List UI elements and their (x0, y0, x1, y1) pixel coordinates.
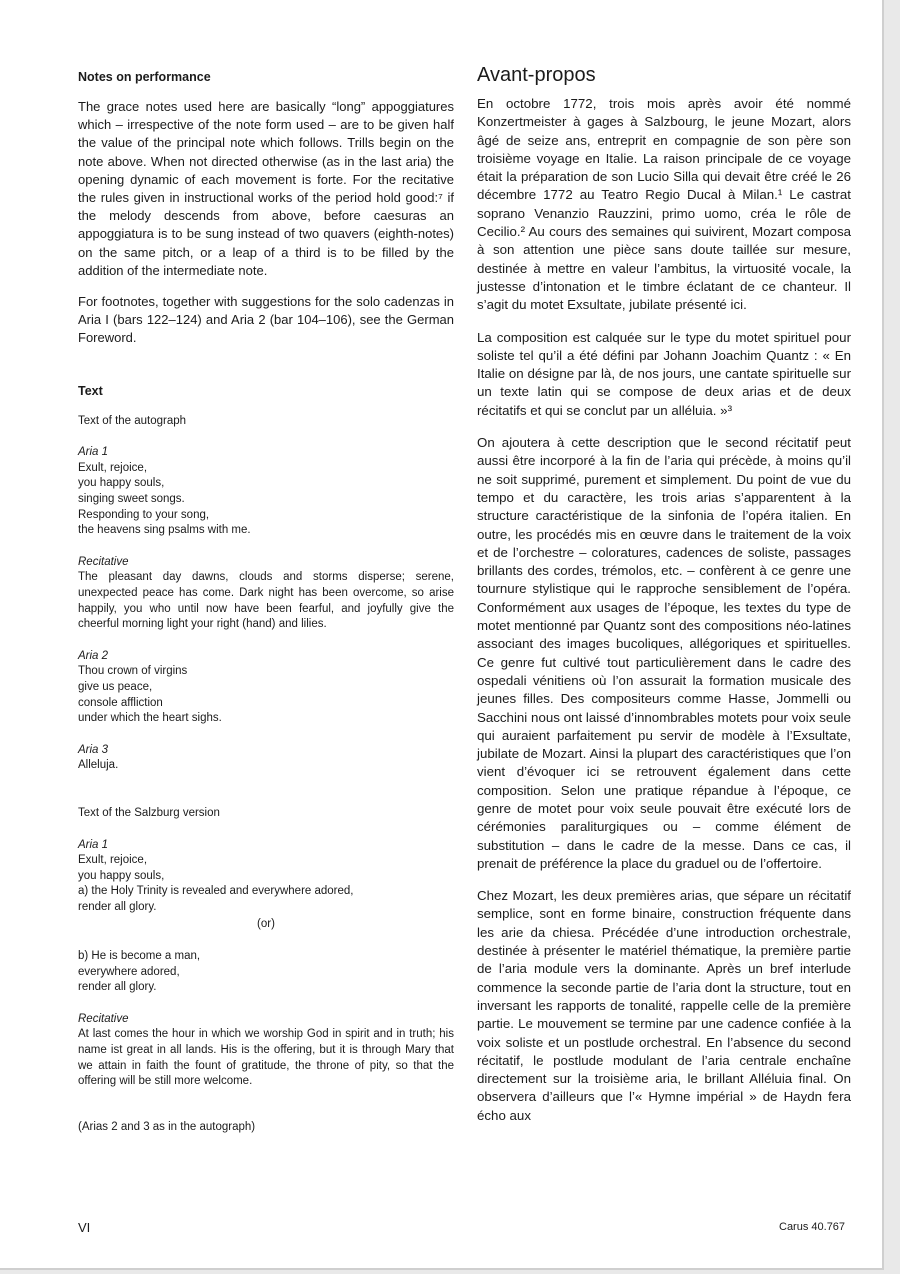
verse-line: render all glory. (78, 981, 157, 994)
verse-line: everywhere adored, (78, 965, 180, 978)
verse-line: Responding to your song, (78, 508, 210, 521)
autograph-aria2 (78, 649, 454, 727)
recitative-label: Recitative (78, 555, 129, 568)
verse-line: Exult, rejoice, (78, 461, 148, 474)
aria-lines (78, 758, 454, 774)
verse-line: render all glory. (78, 900, 157, 913)
or-separator: (or) (257, 918, 275, 931)
autograph-recitative (78, 555, 454, 633)
aria-lines (78, 664, 454, 726)
notes-heading: Notes on performance (78, 70, 211, 84)
verse-line: give us peace, (78, 680, 153, 693)
aria-lines (78, 461, 454, 539)
text-heading: Text (78, 383, 103, 398)
salzburg-recitative (78, 1012, 454, 1090)
aria-label: Aria 3 (78, 743, 109, 756)
autograph-title: Text of the autograph (78, 414, 187, 427)
verse-line: you happy souls, (78, 477, 165, 490)
aria-lines (78, 853, 454, 915)
verse-line: a) the Holy Trinity is revealed and everywhere adored, (78, 885, 354, 898)
aria-lines-b (78, 949, 454, 996)
verse-line: under which the heart sighs. (78, 712, 222, 725)
right-column (477, 64, 851, 1139)
recitative-text: The pleasant day dawns, clouds and storms disperse; serene, unexpected peace has come. Dark night has been overcome, so arise happily, you who until now have been fearful, and joyfully give the cheerful morning light your right (hand) and lilies. (78, 571, 454, 631)
verse-line: Exult, rejoice, (78, 854, 148, 867)
aria-label: Aria 1 (78, 838, 109, 851)
salzburg-aria1 (78, 838, 454, 996)
catalog-number: Carus 40.767 (779, 1221, 846, 1233)
french-paragraph-3: On ajoutera à cette description que le second récitatif peut aussi être incorporé à la fin de l’aria qui précède, à moins qu’il ne soit supprimé, purement et simplement. Du point de vue du tempo et du caractère, les trois arias s’apparentent à la structure caractéristique de la sinfonia de l’opéra italien. En outre, les procédés mis en œuvre dans le traitement de la voix et de l’orchestre – coloratures, cadences de soliste, passages brillants des cordes, trémolos, etc. – confèrent à ce genre une tournure stylistique qui le rapproche sensiblement de l’opéra. Conformément aux usages de l’époque, les textes du type de motet mentionné par Quantz sont des compositions néo-latines associant des images bucoliques, allégoriques et spirituelles. Ce genre fut cultivé tout particulièrement dans le cadre des ospedali vénitiens où l’on assurait la formation musicale des jeunes filles. Des compositeurs comme Hasse, Jommelli ou Sacchini nous ont laissé d’innombrables motets pour voix seule qui auraient parfaitement pu servir de modèle à l’Exsultate, jubilate de Mozart. Ainsi la plupart des caractéristiques que l’on vient d’évoquer ici se retrouvent également dans cette composition. Selon une pratique répandue à l’époque, ce genre de motet pour voix seule pouvait être exécuté lors de cérémonies paraliturgiques ou – comme élément de substitution – dans le cadre de la messe. Dans ce cas, il prenait de préférence la place du graduel ou de l’offertoire. (477, 435, 851, 871)
notes-paragraph-1: The grace notes used here are basically “long” appoggiatures which – irrespective of the note form used – are to be given half the value of the principal note which follows. Trills begin on the note above. When not directed otherwise (as in the last aria) the opening dynamic of each movement is forte. For the recitative the rules given in instructional works of the period hold good:⁷ if the melody descends from above, before caesuras an appoggiatura is to be sung instead of two quavers (eighth-notes) on the same pitch, or a leap of a third is to be filled by the addition of the intermediate note. (78, 99, 454, 278)
recitative-text: At last comes the hour in which we worship God in spirit and in truth; his name ist great in all lands. His is the offering, but it is through Mary that we attain in faith the fount of gratitude, the throne of pity, so that the offering will be still more welcome. (78, 1028, 454, 1088)
french-paragraph-4: Chez Mozart, les deux premières arias, que sépare un récitatif semplice, sont en forme binaire, construction fréquente dans les arie da chiesa. Précédée d’une introduction orchestrale, destinée à présenter le matériel thématique, la première partie de l’aria module vers la dominante. Après un bref interlude commence la seconde partie de l’aria dont la structure, tout en inversant les rapports de tonalité, rappelle celle de la première partie. Le mouvement se termine par une cadence confiée à la voix soliste et un postlude orchestral. En l’absence du second récitatif, le postlude modulant de l’aria centrale enchaîne directement sur la troisième aria, le brillant Alléluia final. On observera d’ailleurs que l’« Hymne impérial » de Haydn fera écho aux (477, 888, 851, 1123)
verse-line: console affliction (78, 696, 163, 709)
verse-line: the heavens sing psalms with me. (78, 524, 251, 537)
french-paragraph-2: La composition est calquée sur le type du motet spirituel pour soliste tel qu’il a été défini par Johann Joachim Quantz : « En Italie on désigne par là, de nos jours, une cantate spirituelle sur un texte latin qui se compose de deux arias et de deux récitatifs et qui se conclut par un alléluia. »³ (477, 329, 851, 418)
recitative-label: Recitative (78, 1012, 129, 1025)
autograph-aria3 (78, 743, 454, 774)
salzburg-title: Text of the Salzburg version (78, 806, 220, 819)
verse-line: Alleluja. (78, 759, 119, 772)
verse-line: b) He is become a man, (78, 950, 201, 963)
page-number: VI (78, 1220, 91, 1235)
notes-paragraph-2: For footnotes, together with suggestions for the solo cadenzas in Aria I (bars 122–124) and Aria 2 (bar 104–106), see the German Foreword. (78, 294, 454, 346)
aria-label: Aria 2 (78, 649, 109, 662)
autograph-aria1 (78, 445, 454, 539)
arias-note: (Arias 2 and 3 as in the autograph) (78, 1120, 256, 1133)
aria-label: Aria 1 (78, 446, 109, 459)
verse-line: singing sweet songs. (78, 493, 185, 506)
verse-line: Thou crown of virgins (78, 665, 188, 678)
avant-propos-heading: Avant-propos (477, 64, 596, 86)
left-column (78, 64, 454, 1135)
french-paragraph-1: En octobre 1772, trois mois après avoir été nommé Konzertmeister à gages à Salzbourg, le jeune Mozart, alors âgé de seize ans, entreprit en compagnie de son père son troisième voyage en Italie. La raison principale de ce voyage était la préparation de son Lucio Silla qui devait être créé le 26 décembre 1772 au Teatro Regio Ducal à Milan.¹ Le castrat soprano Venanzio Rauzzini, primo uomo, créa le rôle de Cecilio.² Au cours des semaines qui suivirent, Mozart composa à son attention une pièce sans doute taillée sur mesure, destinée à mettre en valeur l’ambitus, la virtuosité vocale, la justesse d’intonation et le timbre éclatant de ce chanteur. Il s’agit du motet Exsultate, jubilate présenté ici. (477, 96, 851, 313)
verse-line: you happy souls, (78, 869, 165, 882)
